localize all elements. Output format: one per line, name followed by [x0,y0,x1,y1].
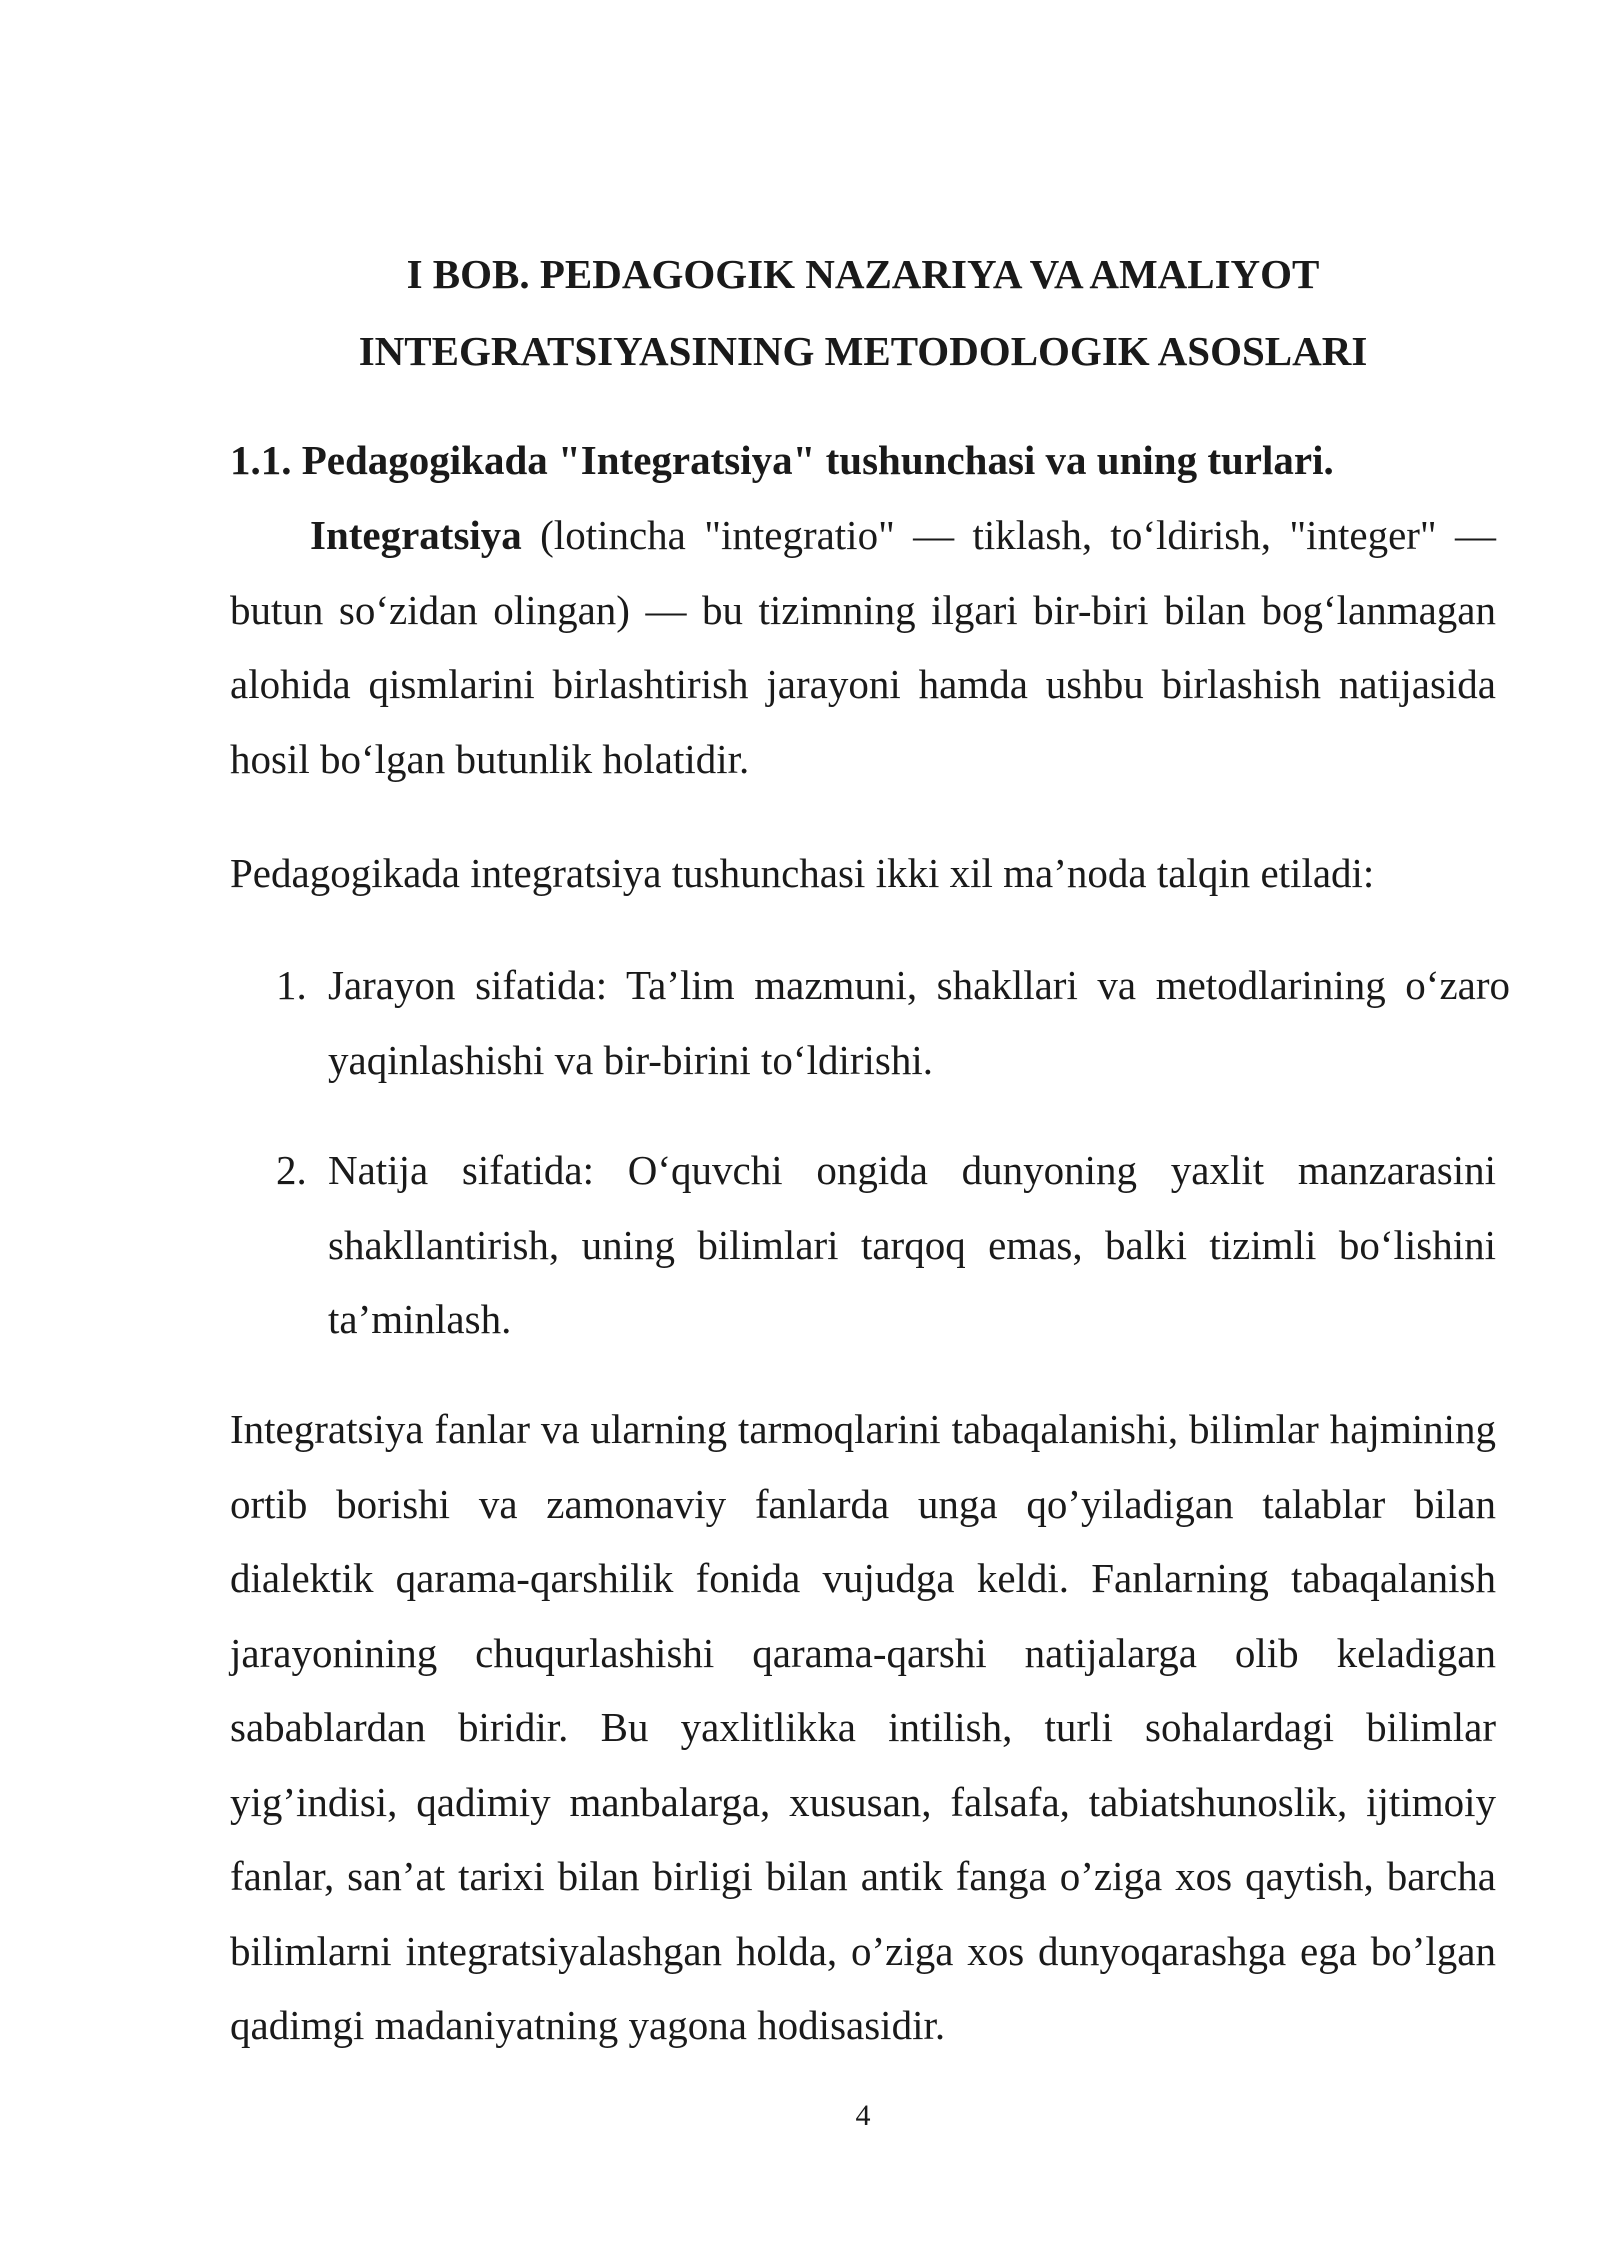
section-title: 1.1. Pedagogikada "Integratsiya" tushunchasi va uning turlari. [230,437,1334,483]
body-paragraph: Integratsiya fanlar va ularning tarmoqlarini tabaqalanishi, bilimlar hajmining ortib borishi va zamonaviy fanlarda unga qo’yiladigan talablar bilan dialektik qarama-qarshilik fonida vujudga keldi. Fanlarning tabaqalanish jarayonining chuqurlashishi qarama-qarshi natijalarga olib keladigan sabablardan biridir. Bu yaxlitlikka intilish, turli sohalardagi bilimlar yig’indisi, qadimiy manbalarga, xususan, falsafa, tabiatshunoslik, ijtimoiy fanlar, san’at tarixi bilan birligi bilan antik fanga o’ziga xos qaytish, barcha bilimlarni integratsiyalashgan holda, o’ziga xos dunyoqarashga ega bo’lgan qadimgi madaniyatning yagona hodisasidir. [230,1406,1496,2048]
list-item-text: Jarayon sifatida: Ta’lim mazmuni, shakllari va metodlarining o‘zaro yaqinlashishi va bir-birini to‘ldirishi. [328,962,1510,1083]
list-item-number: 1. [276,962,307,1008]
chapter-title [230,236,1496,390]
list-item-text: Natija sifatida: O‘quvchi ongida dunyoning yaxlit manzarasini shakllantirish, uning bilimlari tarqoq emas, balki tizimli bo‘lishini ta’minlash. [328,1147,1496,1342]
definition-paragraph [230,498,1496,796]
chapter-title-line-2: INTEGRATSIYASINING METODOLOGIK ASOSLARI [358,328,1368,374]
list-item [230,1133,1496,1357]
chapter-title-line-1: I BOB. PEDAGOGIK NAZARIYA VA AMALIYOT [406,251,1320,297]
page-number: 4 [855,2099,871,2132]
list-item [230,948,1510,1097]
intro-paragraph: Pedagogikada integratsiya tushunchasi ikki xil ma’noda talqin etiladi: [230,850,1375,896]
definition-term: Integratsiya [310,512,522,558]
list-item-number: 2. [276,1147,307,1193]
definition-text: (lotincha "integratio" — tiklash, to‘ldirish, "integer" — butun so‘zidan olingan) — bu tizimning ilgari bir-biri bilan bog‘lanmagan alohida qismlarini birlashtirish jarayoni hamda ushbu birlashish natijasida hosil bo‘lgan butunlik holatidir. [230,512,1496,782]
